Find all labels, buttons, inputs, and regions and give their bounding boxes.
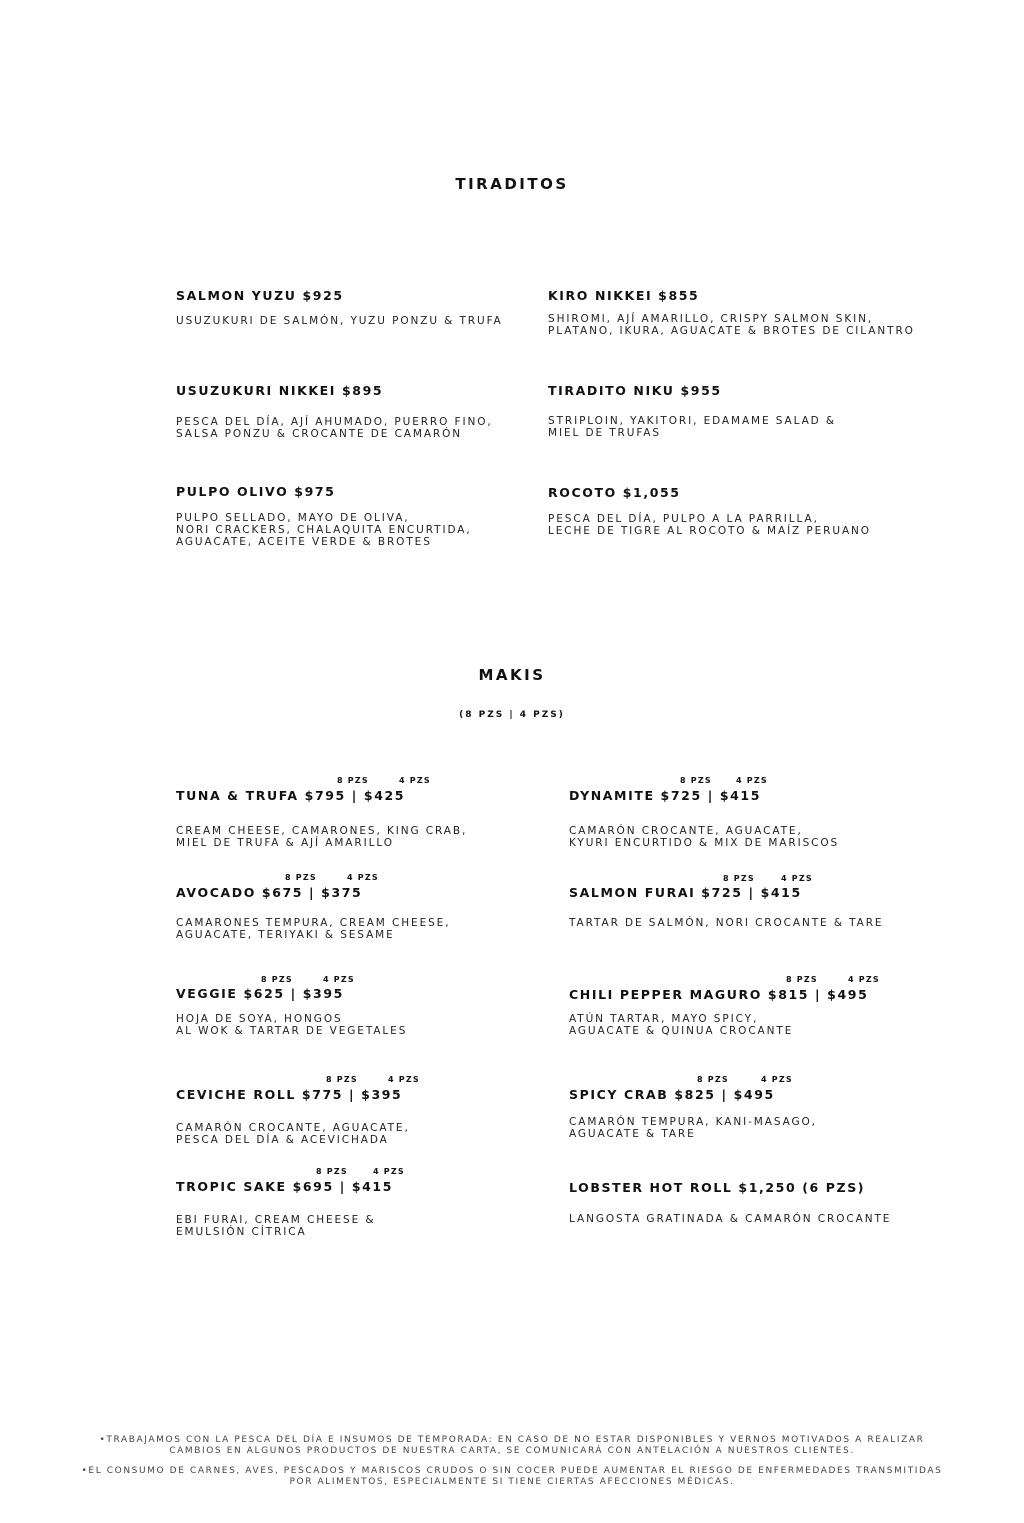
size-label-4pzs: 4 PZS [781, 874, 813, 883]
tuna-trufa-title: TUNA & TRUFA $795 | $425 [176, 788, 406, 803]
footer-seasonal-note: •TRABAJAMOS CON LA PESCA DEL DÍA E INSUMOS DE TEMPORADA: EN CASO DE NO ESTAR DISPONIBLES Y VERNOS MOTIVADOS A REALIZAR CAMBIOS EN ALGUNOS PRODUCTOS DE NUESTRA CARTA, SE COMUNICARÁ CON ANTELACIÓN A NUESTROS CLIENTES. [99, 1435, 925, 1456]
size-label-8pzs: 8 PZS [723, 874, 755, 883]
makis-size-subtitle: (8 PZS | 4 PZS) [459, 710, 565, 720]
size-label-4pzs: 4 PZS [347, 873, 379, 882]
tuna-trufa-description: CREAM CHEESE, CAMARONES, KING CRAB, MIEL DE TRUFA & AJÍ AMARILLO [176, 825, 468, 849]
salmon-yuzu-description: USUZUKURI DE SALMÓN, YUZU PONZU & TRUFA [176, 315, 503, 327]
size-label-8pzs: 8 PZS [285, 873, 317, 882]
avocado-description: CAMARONES TEMPURA, CREAM CHEESE, AGUACATE, TERIYAKI & SESAME [176, 917, 451, 941]
size-label-8pzs: 8 PZS [786, 975, 818, 984]
rocoto-description: PESCA DEL DÍA, PULPO A LA PARRILLA, LECHE DE TIGRE AL ROCOTO & MAÍZ PERUANO [548, 513, 871, 537]
size-label-8pzs: 8 PZS [680, 776, 712, 785]
size-label-8pzs: 8 PZS [326, 1075, 358, 1084]
tropic-sake-title: TROPIC SAKE $695 | $415 [176, 1179, 394, 1194]
size-label-4pzs: 4 PZS [399, 776, 431, 785]
avocado-title: AVOCADO $675 | $375 [176, 885, 363, 900]
ceviche-roll-title: CEVICHE ROLL $775 | $395 [176, 1087, 403, 1102]
size-label-8pzs: 8 PZS [261, 975, 293, 984]
size-label-4pzs: 4 PZS [736, 776, 768, 785]
dynamite-description: CAMARÓN CROCANTE, AGUACATE, KYURI ENCURTIDO & MIX DE MARISCOS [569, 825, 840, 849]
rocoto-title: ROCOTO $1,055 [548, 485, 681, 500]
salmon-furai-description: TARTAR DE SALMÓN, NORI CROCANTE & TARE [569, 917, 884, 929]
spicy-crab-title: SPICY CRAB $825 | $495 [569, 1087, 775, 1102]
spicy-crab-description: CAMARÓN TEMPURA, KANI-MASAGO, AGUACATE & TARE [569, 1116, 817, 1140]
salmon-furai-title: SALMON FURAI $725 | $415 [569, 885, 802, 900]
usuzukuri-nikkei-title: USUZUKURI NIKKEI $895 [176, 383, 384, 398]
chili-pepper-maguro-title: CHILI PEPPER MAGURO $815 | $495 [569, 987, 869, 1002]
footer-health-warning: •EL CONSUMO DE CARNES, AVES, PESCADOS Y MARISCOS CRUDOS O SIN COCER PUEDE AUMENTAR EL RIESGO DE ENFERMEDADES TRANSMITIDAS POR ALIMENTOS, ESPECIALMENTE SI TIENE CIERTAS AFECCIONES MÉDICAS. [81, 1466, 943, 1487]
salmon-yuzu-title: SALMON YUZU $925 [176, 288, 344, 303]
pulpo-olivo-description: PULPO SELLADO, MAYO DE OLIVA, NORI CRACKERS, CHALAQUITA ENCURTIDA, AGUACATE, ACEITE VERDE & BROTES [176, 512, 472, 548]
size-label-8pzs: 8 PZS [697, 1075, 729, 1084]
makis-heading: MAKIS [478, 666, 546, 684]
tropic-sake-description: EBI FURAI, CREAM CHEESE & EMULSIÓN CÍTRICA [176, 1214, 376, 1238]
size-label-4pzs: 4 PZS [848, 975, 880, 984]
lobster-hot-roll-title: LOBSTER HOT ROLL $1,250 (6 PZS) [569, 1180, 866, 1195]
size-label-8pzs: 8 PZS [316, 1167, 348, 1176]
tiradito-niku-title: TIRADITO NIKU $955 [548, 383, 722, 398]
veggie-title: VEGGIE $625 | $395 [176, 986, 344, 1001]
size-label-4pzs: 4 PZS [761, 1075, 793, 1084]
dynamite-title: DYNAMITE $725 | $415 [569, 788, 762, 803]
tiradito-niku-description: STRIPLOIN, YAKITORI, EDAMAME SALAD & MIEL DE TRUFAS [548, 415, 836, 439]
ceviche-roll-description: CAMARÓN CROCANTE, AGUACATE, PESCA DEL DÍA & ACEVICHADA [176, 1122, 410, 1146]
usuzukuri-nikkei-description: PESCA DEL DÍA, AJÍ AHUMADO, PUERRO FINO, SALSA PONZU & CROCANTE DE CAMARÓN [176, 416, 493, 440]
kiro-nikkei-description: SHIROMI, AJÍ AMARILLO, CRISPY SALMON SKIN, PLATANO, IKURA, AGUACATE & BROTES DE CILANTRO [548, 313, 915, 337]
veggie-description: HOJA DE SOYA, HONGOS AL WOK & TARTAR DE VEGETALES [176, 1013, 408, 1037]
lobster-hot-roll-description: LANGOSTA GRATINADA & CAMARÓN CROCANTE [569, 1213, 892, 1225]
size-label-4pzs: 4 PZS [373, 1167, 405, 1176]
tiraditos-heading: TIRADITOS [455, 175, 569, 193]
kiro-nikkei-title: KIRO NIKKEI $855 [548, 288, 700, 303]
size-label-4pzs: 4 PZS [323, 975, 355, 984]
chili-pepper-maguro-description: ATÚN TARTAR, MAYO SPICY, AGUACATE & QUINUA CROCANTE [569, 1013, 794, 1037]
size-label-4pzs: 4 PZS [388, 1075, 420, 1084]
pulpo-olivo-title: PULPO OLIVO $975 [176, 484, 336, 499]
size-label-8pzs: 8 PZS [337, 776, 369, 785]
